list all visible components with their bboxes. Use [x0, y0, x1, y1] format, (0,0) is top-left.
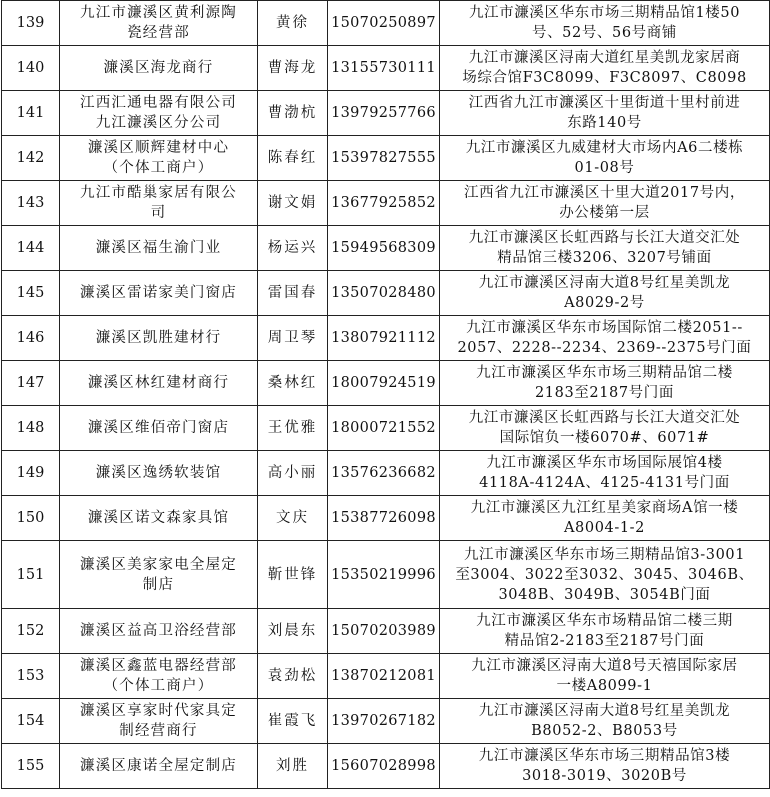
contact-person-text: 桑林红: [267, 375, 318, 391]
row-number: [2, 406, 60, 451]
row-number-text: 142: [16, 150, 45, 166]
business-name: [60, 496, 258, 541]
business-name-text: 濂溪区海龙商行: [103, 60, 214, 76]
business-address: [440, 744, 770, 789]
business-address: [440, 91, 770, 136]
business-address-text: 九江市濂溪区华东市场国际馆二楼2051-- 2057、2228--2234、2369--2375号门面: [457, 320, 752, 356]
row-number: [2, 654, 60, 699]
row-number: [2, 316, 60, 361]
business-name-text: 濂溪区享家时代家具定 制经营商行: [80, 703, 237, 739]
row-number-text: 141: [16, 105, 45, 121]
table-row: [2, 451, 770, 496]
phone-number: [328, 271, 440, 316]
business-address: [440, 541, 770, 609]
table-row: [2, 46, 770, 91]
contact-person: [258, 271, 328, 316]
phone-number-text: 15387726098: [331, 510, 436, 526]
business-name-text: 濂溪区逸绣软装馆: [95, 465, 222, 481]
contact-person: [258, 181, 328, 226]
contact-person: [258, 361, 328, 406]
row-number-text: 153: [16, 668, 45, 684]
business-name-text: 濂溪区顺辉建材中心 （个体工商户）: [87, 140, 230, 176]
contact-person: [258, 541, 328, 609]
business-address-text: 九江市濂溪区华东市场三期精品馆3-3001 至3004、3022至3032、3045、3046B、 3048B、3049B、3054B门面: [455, 546, 754, 603]
business-name-text: 濂溪区鑫蓝电器经营部 （个体工商户）: [80, 658, 237, 694]
row-number: [2, 46, 60, 91]
phone-number: [328, 91, 440, 136]
row-number-text: 150: [16, 510, 45, 526]
business-name-text: 濂溪区雷诺家美门窗店: [80, 285, 237, 301]
business-address-text: 九江市濂溪区华东市场三期精品馆1楼50 号、52号、56号商铺: [468, 5, 741, 41]
phone-number-text: 15607028998: [331, 758, 436, 774]
table-row: [2, 541, 770, 609]
phone-number: [328, 316, 440, 361]
business-address-text: 江西省九江市濂溪区十里街道十里村前进 东路140号: [468, 95, 741, 131]
table-row: [2, 699, 770, 744]
phone-number-text: 13155730111: [331, 60, 436, 76]
contact-person: [258, 406, 328, 451]
contact-person: [258, 451, 328, 496]
business-name: [60, 226, 258, 271]
business-address: [440, 699, 770, 744]
phone-number: [328, 136, 440, 181]
business-name-text: 九江市濂溪区黄利源陶 瓷经营部: [80, 5, 237, 41]
row-number: [2, 91, 60, 136]
row-number-text: 146: [16, 330, 45, 346]
table-row: [2, 654, 770, 699]
phone-number: [328, 46, 440, 91]
row-number-text: 152: [16, 623, 45, 639]
contact-person-text: 曹海龙: [267, 60, 318, 76]
contact-person-text: 陈春红: [267, 150, 318, 166]
row-number-text: 151: [16, 566, 45, 583]
business-address: [440, 406, 770, 451]
contact-person: [258, 1, 328, 46]
phone-number-text: 13677925852: [331, 195, 436, 211]
table-row: [2, 136, 770, 181]
contact-person-text: 刘晨东: [267, 623, 318, 639]
phone-number-text: 15350219996: [331, 566, 436, 583]
row-number-text: 140: [16, 60, 45, 76]
business-address-text: 九江市濂溪区长虹西路与长江大道交汇处 精品馆三楼3206、3207号铺面: [468, 230, 741, 266]
business-name: [60, 316, 258, 361]
business-name: [60, 609, 258, 654]
business-address-text: 九江市濂溪区长虹西路与长江大道交汇处 国际馆负一楼6070#、6071#: [468, 410, 741, 446]
business-address: [440, 136, 770, 181]
phone-number: [328, 181, 440, 226]
phone-number: [328, 226, 440, 271]
row-number-text: 145: [16, 285, 45, 301]
merchant-table: [1, 0, 770, 789]
row-number: [2, 136, 60, 181]
business-address-text: 九江市濂溪区华东市场国际展馆4楼 4118A-4124A、4125-4131号门面: [479, 455, 730, 491]
phone-number-text: 15070203989: [331, 623, 436, 639]
table-row: [2, 361, 770, 406]
row-number: [2, 271, 60, 316]
contact-person-text: 曹渤杭: [267, 105, 318, 121]
row-number: [2, 609, 60, 654]
contact-person: [258, 316, 328, 361]
row-number-text: 139: [16, 15, 45, 31]
table-row: [2, 744, 770, 789]
merchant-table-body: [2, 1, 770, 789]
contact-person-text: 袁劲松: [267, 668, 318, 684]
business-address-text: 九江市濂溪区浔南大道8号天禧国际家居 一楼A8099-1: [471, 658, 738, 694]
table-row: [2, 406, 770, 451]
business-name: [60, 181, 258, 226]
business-address: [440, 226, 770, 271]
business-address-text: 九江市濂溪区华东市场三期精品馆3楼 3018-3019、3020B号: [478, 748, 731, 784]
table-row: [2, 609, 770, 654]
table-row: [2, 226, 770, 271]
phone-number-text: 18007924519: [331, 375, 436, 391]
row-number-text: 155: [16, 758, 45, 774]
table-row: [2, 181, 770, 226]
business-address: [440, 181, 770, 226]
row-number-text: 149: [16, 465, 45, 481]
business-address-text: 九江市濂溪区华东市场三期精品馆二楼 2183至2187号门面: [476, 365, 733, 401]
contact-person-text: 周卫琴: [267, 330, 318, 346]
row-number-text: 144: [16, 240, 45, 256]
phone-number-text: 15397827555: [331, 150, 436, 166]
business-address-text: 九江市濂溪区浔南大道8号红星美凯龙 A8029-2号: [478, 275, 731, 311]
row-number: [2, 541, 60, 609]
business-address: [440, 316, 770, 361]
contact-person: [258, 91, 328, 136]
business-name-text: 濂溪区维佰帝门窗店: [87, 420, 230, 436]
business-address-text: 九江市濂溪区华东市场精品馆二楼三期 精品馆2-2183至2187号门面: [476, 613, 733, 649]
business-address: [440, 361, 770, 406]
contact-person-text: 高小丽: [267, 465, 318, 481]
table-row: [2, 496, 770, 541]
business-address-text: 九江市濂溪区九威建材大市场内A6二楼栋 01-08号: [465, 140, 744, 176]
row-number: [2, 1, 60, 46]
phone-number: [328, 361, 440, 406]
contact-person: [258, 744, 328, 789]
contact-person-text: 崔霞飞: [267, 713, 318, 729]
business-address: [440, 496, 770, 541]
business-address: [440, 654, 770, 699]
row-number-text: 143: [16, 195, 45, 211]
business-name: [60, 1, 258, 46]
contact-person: [258, 699, 328, 744]
business-name-text: 濂溪区益高卫浴经营部: [80, 623, 237, 639]
business-name-text: 濂溪区凯胜建材行: [95, 330, 222, 346]
business-name: [60, 654, 258, 699]
business-address: [440, 451, 770, 496]
business-name: [60, 271, 258, 316]
phone-number: [328, 744, 440, 789]
contact-person-text: 杨运兴: [267, 240, 318, 256]
business-address-text: 九江市濂溪区九江红星美家商场A馆一楼 A8004-1-2: [470, 500, 739, 536]
business-name-text: 濂溪区康诺全屋定制店: [80, 758, 237, 774]
business-name-text: 九江市酷巢家居有限公 司: [80, 185, 237, 221]
phone-number-text: 15949568309: [331, 240, 436, 256]
contact-person-text: 谢文娟: [267, 195, 318, 211]
business-name: [60, 361, 258, 406]
row-number: [2, 496, 60, 541]
phone-number: [328, 609, 440, 654]
phone-number-text: 18000721552: [331, 420, 436, 436]
row-number: [2, 699, 60, 744]
phone-number: [328, 451, 440, 496]
business-name: [60, 541, 258, 609]
row-number: [2, 226, 60, 271]
phone-number: [328, 699, 440, 744]
phone-number-text: 13576236682: [331, 465, 436, 481]
table-row: [2, 316, 770, 361]
contact-person-text: 刘胜: [276, 758, 309, 774]
business-address: [440, 1, 770, 46]
business-name: [60, 451, 258, 496]
row-number-text: 154: [16, 713, 45, 729]
business-name-text: 濂溪区林红建材商行: [87, 375, 230, 391]
contact-person: [258, 609, 328, 654]
row-number: [2, 181, 60, 226]
table-row: [2, 1, 770, 46]
phone-number-text: 13507028480: [331, 285, 436, 301]
phone-number: [328, 1, 440, 46]
contact-person: [258, 496, 328, 541]
business-name-text: 江西汇通电器有限公司 九江濂溪区分公司: [80, 95, 237, 131]
contact-person-text: 王优雅: [267, 420, 318, 436]
phone-number-text: 13970267182: [331, 713, 436, 729]
business-address: [440, 609, 770, 654]
business-address: [440, 46, 770, 91]
contact-person: [258, 46, 328, 91]
business-address-text: 九江市濂溪区浔南大道红星美凯龙家居商 场综合馆F3C8099、F3C8097、C8098: [462, 50, 747, 86]
row-number-text: 147: [16, 375, 45, 391]
phone-number: [328, 496, 440, 541]
business-name: [60, 91, 258, 136]
row-number-text: 148: [16, 420, 45, 436]
business-address-text: 九江市濂溪区浔南大道8号红星美凯龙 B8052-2、B8053号: [478, 703, 731, 739]
contact-person: [258, 136, 328, 181]
business-name: [60, 136, 258, 181]
row-number: [2, 451, 60, 496]
phone-number-text: 13807921112: [331, 330, 436, 346]
business-name-text: 濂溪区福生渝门业: [95, 240, 222, 256]
phone-number-text: 15070250897: [331, 15, 436, 31]
business-name: [60, 406, 258, 451]
contact-person-text: 雷国春: [267, 285, 318, 301]
business-name: [60, 46, 258, 91]
contact-person: [258, 226, 328, 271]
contact-person-text: 靳世锋: [267, 566, 318, 583]
phone-number: [328, 406, 440, 451]
contact-person-text: 黄徐: [276, 15, 309, 31]
table-row: [2, 271, 770, 316]
phone-number-text: 13979257766: [331, 105, 436, 121]
contact-person-text: 文庆: [276, 510, 309, 526]
phone-number: [328, 654, 440, 699]
business-name: [60, 744, 258, 789]
business-name: [60, 699, 258, 744]
phone-number-text: 13870212081: [331, 668, 436, 684]
contact-person: [258, 654, 328, 699]
phone-number: [328, 541, 440, 609]
business-address-text: 江西省九江市濂溪区十里大道2017号内， 办公楼第一层: [464, 185, 745, 221]
business-address: [440, 271, 770, 316]
business-name-text: 濂溪区诺文森家具馆: [87, 510, 230, 526]
row-number: [2, 744, 60, 789]
table-row: [2, 91, 770, 136]
business-name-text: 濂溪区美家家电全屋定 制店: [80, 556, 237, 593]
row-number: [2, 361, 60, 406]
